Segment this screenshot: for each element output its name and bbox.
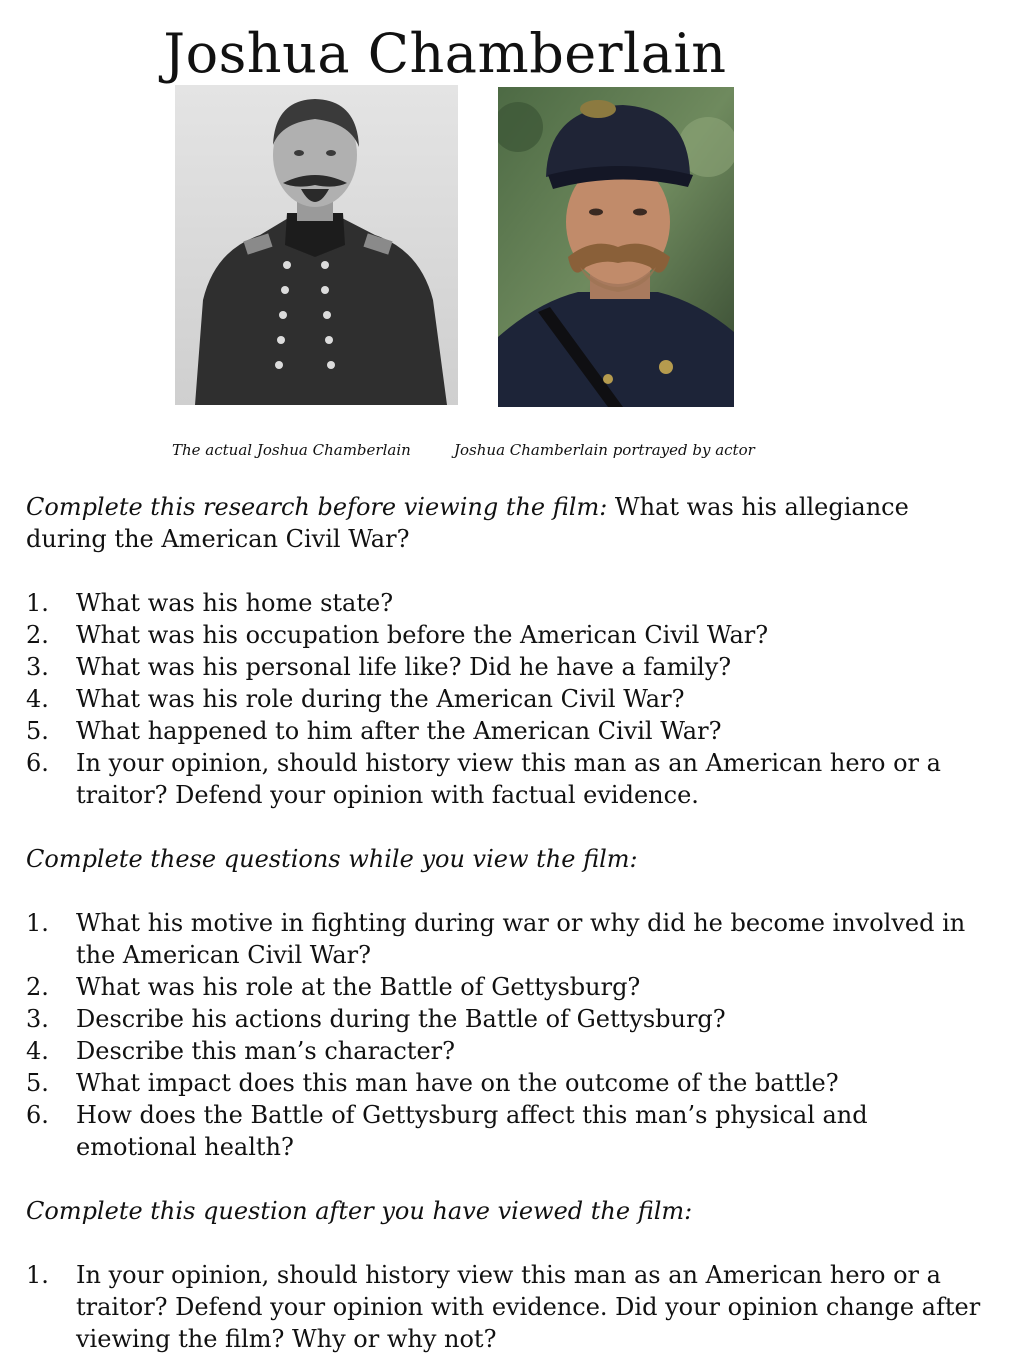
- list-item: 4. Describe this man’s character?: [26, 1037, 455, 1065]
- list-item: 6. How does the Battle of Gettysburg affect this man’s physical and emotional health?: [26, 1101, 868, 1161]
- during-questions: [26, 907, 986, 1163]
- list-item: 6. In your opinion, should history view this man as an American hero or a traitor? Defend your opinion with factual evidence.: [26, 749, 941, 809]
- list-item: 3. Describe his actions during the Battle of Gettysburg?: [26, 1005, 726, 1033]
- list-item: 1. What was his home state?: [26, 589, 394, 617]
- list-item: 5. What happened to him after the American Civil War?: [26, 717, 722, 745]
- list-item: 3. What was his personal life like? Did he have a family?: [26, 653, 732, 681]
- worksheet-body: [26, 491, 986, 1355]
- after-questions: [26, 1259, 986, 1355]
- before-intro: [26, 491, 986, 555]
- during-heading: Complete these questions while you view the film:: [26, 845, 638, 873]
- caption-actor: Joshua Chamberlain portrayed by actor: [454, 441, 755, 459]
- caption-actual: The actual Joshua Chamberlain: [172, 441, 411, 459]
- list-item: 1. What his motive in fighting during war or why did he become involved in the American Civil War?: [26, 909, 966, 969]
- before-questions: [26, 587, 986, 811]
- list-item: 5. What impact does this man have on the outcome of the battle?: [26, 1069, 839, 1097]
- list-item: 1. In your opinion, should history view this man as an American hero or a traitor? Defend your opinion with evidence. Did your opinion change after viewing the film? Why or why not?: [26, 1261, 981, 1353]
- after-heading: Complete this question after you have viewed the film:: [26, 1197, 693, 1225]
- before-intro-italic: Complete this research before viewing the film:: [26, 493, 608, 521]
- page-title: Joshua Chamberlain: [163, 22, 727, 85]
- historical-portrait-photo: [175, 85, 458, 405]
- list-item: 2. What was his role at the Battle of Gettysburg?: [26, 973, 641, 1001]
- actor-portrait-photo: [498, 87, 734, 407]
- list-item: 4. What was his role during the American Civil War?: [26, 685, 685, 713]
- before-intro-question: What was his allegiance during the American Civil War?: [26, 493, 909, 553]
- list-item: 2. What was his occupation before the American Civil War?: [26, 621, 769, 649]
